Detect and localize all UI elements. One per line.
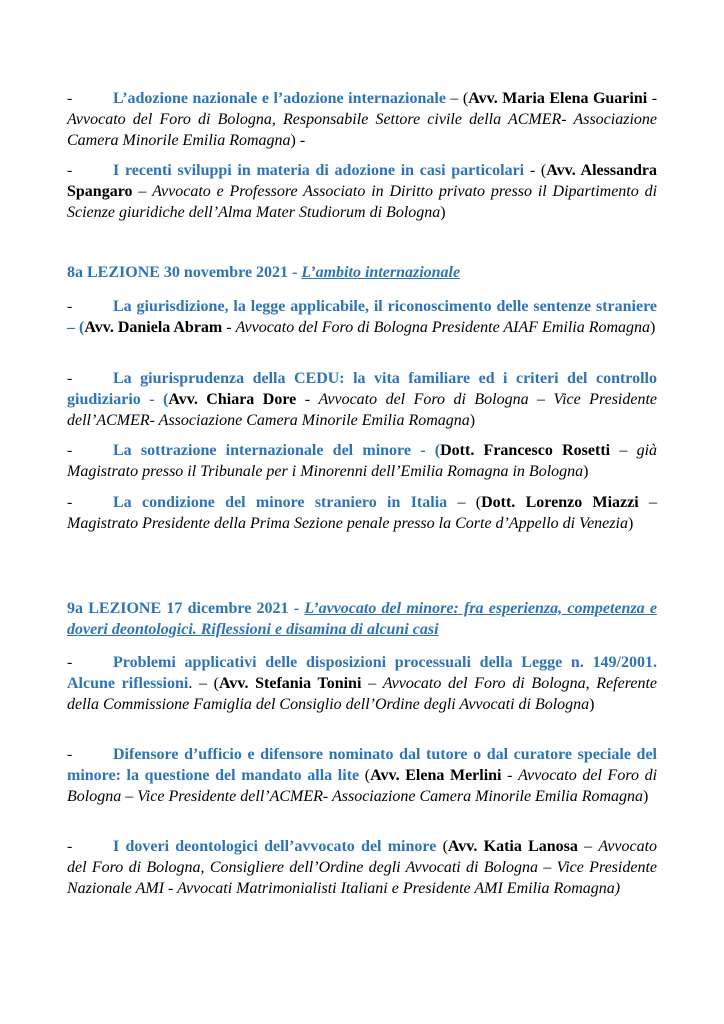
speaker-role: Avvocato del Foro di Bologna Presidente AIAF Emilia Romagna	[235, 319, 651, 336]
lesson-title: L’ambito internazionale	[301, 264, 461, 281]
list-item: - La giurisprudenza della CEDU: la vita familiare ed i criteri del controllo giudiziario - (Avv. Chiara Dore - Avvocato del Foro di Bologna – Vice Presidente dell’ACMER- Associazione Camera Minorile Emilia Romagna)	[67, 370, 658, 429]
speaker-role: Avvocato del Foro di Bologna, Responsabile Settore civile della ACMER- Associazione Camera Minorile Emilia Romagna	[67, 111, 657, 149]
lesson-heading: 8a LEZIONE 30 novembre 2021 - L’ambito internazionale	[67, 264, 461, 281]
topic-title: Problemi applicativi delle disposizioni processuali della Legge n. 149/2001. Alcune riflessioni	[67, 654, 657, 692]
speaker-name: Avv. Chiara Dore	[168, 391, 297, 408]
list-dash: -	[67, 654, 73, 671]
list-dash: -	[67, 494, 73, 511]
speaker-name: Avv. Katia Lanosa	[447, 838, 578, 855]
list-item: - I recenti sviluppi in materia di adozione in casi particolari - (Avv. Alessandra Spangaro – Avvocato e Professore Associato in Diritto privato presso il Dipartimento di Scienze giuridiche dell’Alma Mater Studiorum di Bologna)	[67, 162, 658, 221]
list-dash: -	[67, 298, 73, 315]
speaker-role: Avvocato e Professore Associato in Diritto privato presso il Dipartimento di Scienze giuridiche dell’Alma Mater Studiorum di Bologna	[67, 183, 658, 221]
topic-title: I recenti sviluppi in materia di adozione in casi particolari	[113, 162, 525, 179]
lesson-label: 8a LEZIONE 30 novembre 2021	[67, 264, 289, 281]
topic-title: La giurisprudenza della CEDU: la vita familiare ed i criteri del controllo giudiziario	[67, 370, 657, 408]
list-item: - La giurisdizione, la legge applicabile, il riconoscimento delle sentenze straniere – (Avv. Daniela Abram - Avvocato del Foro di Bologna Presidente AIAF Emilia Romagna)	[67, 298, 657, 336]
list-dash: -	[67, 162, 73, 179]
speaker-role: Avvocato del Foro di Bologna, Consigliere dell’Ordine degli Avvocati di Bologna – Vice Presidente Nazionale AMI - Avvocati Matrimonialisti Italiani e Presidente AMI Emilia Romagna)	[67, 838, 658, 897]
speaker-name: Avv. Stefania Tonini	[218, 675, 362, 692]
speaker-name: Dott. Lorenzo Miazzi	[481, 494, 639, 511]
list-dash: -	[67, 370, 73, 387]
speaker-role: Avvocato del Foro di Bologna – Vice Presidente dell’ACMER- Associazione Camera Minorile Emilia Romagna	[67, 391, 658, 429]
list-item: - La sottrazione internazionale del minore - (Dott. Francesco Rosetti – già Magistrato presso il Tribunale per i Minorenni dell’Emilia Romagna in Bologna)	[67, 442, 658, 480]
speaker-name: Avv. Elena Merlini	[370, 767, 502, 784]
list-item: - Difensore d’ufficio e difensore nominato dal tutore o dal curatore speciale del minore: la questione del mandato alla lite (Avv. Elena Merlini - Avvocato del Foro di Bologna – Vice Presidente dell’ACMER- Associazione Camera Minorile Emilia Romagna)	[67, 746, 658, 805]
list-dash: -	[67, 90, 73, 107]
topic-title: Difensore d’ufficio e difensore nominato dal tutore o dal curatore speciale del minore: la questione del mandato alla lite	[67, 746, 657, 784]
topic-title: I doveri deontologici dell’avvocato del minore	[113, 838, 437, 855]
list-item: - I doveri deontologici dell’avvocato del minore (Avv. Katia Lanosa – Avvocato del Foro di Bologna, Consigliere dell’Ordine degli Avvocati di Bologna – Vice Presidente Nazionale AMI - Avvocati Matrimonialisti Italiani e Presidente AMI Emilia Romagna)	[67, 838, 658, 897]
list-dash: -	[67, 746, 73, 763]
speaker-name: Avv. Maria Elena Guarini	[468, 90, 648, 107]
speaker-name: Dott. Francesco Rosetti	[440, 442, 611, 459]
list-item: - Problemi applicativi delle disposizioni processuali della Legge n. 149/2001. Alcune riflessioni. – (Avv. Stefania Tonini – Avvocato del Foro di Bologna, Referente della Commissione Famiglia del Consiglio dell’Ordine degli Avvocati di Bologna)	[67, 654, 658, 713]
list-item: - La condizione del minore straniero in Italia – (Dott. Lorenzo Miazzi – Magistrato Presidente della Prima Sezione penale presso la Corte d’Appello di Venezia)	[67, 494, 658, 532]
topic-title: L’adozione nazionale e l’adozione internazionale	[113, 90, 446, 107]
speaker-role: Avvocato del Foro di Bologna, Referente della Commissione Famiglia del Consiglio dell’Ordine degli Avvocati di Bologna	[67, 675, 658, 713]
lesson-heading: 9a LEZIONE 17 dicembre 2021 - L’avvocato del minore: fra esperienza, competenza e doveri deontologici. Riflessioni e disamina di alcuni casi	[67, 600, 658, 638]
list-dash: -	[67, 442, 73, 459]
lesson-title: L’avvocato del minore: fra esperienza, competenza e doveri deontologici. Riflessioni e disamina di alcuni casi	[67, 600, 658, 638]
speaker-role: Magistrato Presidente della Prima Sezione penale presso la Corte d’Appello di Venezia	[67, 515, 628, 532]
speaker-role: già Magistrato presso il Tribunale per i Minorenni dell’Emilia Romagna in Bologna	[67, 442, 658, 480]
speaker-name: Avv. Alessandra Spangaro	[67, 162, 658, 200]
list-item: - L’adozione nazionale e l’adozione internazionale – (Avv. Maria Elena Guarini - Avvocato del Foro di Bologna, Responsabile Settore civile della ACMER- Associazione Camera Minorile Emilia Romagna) -	[67, 90, 658, 149]
topic-title: La sottrazione internazionale del minore	[113, 442, 411, 459]
lesson-label: 9a LEZIONE 17 dicembre 2021	[67, 600, 289, 617]
topic-title: La giurisdizione, la legge applicabile, il riconoscimento delle sentenze straniere	[113, 298, 657, 315]
list-dash: -	[67, 838, 73, 855]
speaker-name: Avv. Daniela Abram	[84, 319, 223, 336]
speaker-role: Avvocato del Foro di Bologna – Vice Presidente dell’ACMER- Associazione Camera Minorile Emilia Romagna	[67, 767, 658, 805]
topic-title: La condizione del minore straniero in Italia	[113, 494, 448, 511]
